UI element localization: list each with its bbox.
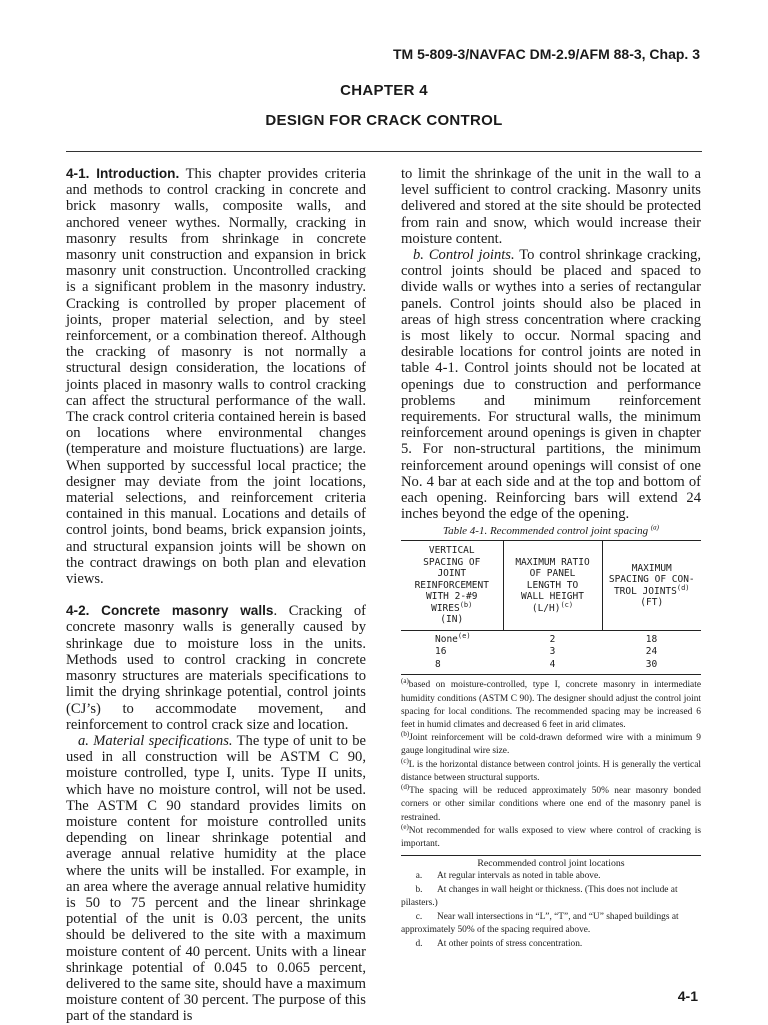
list-item: a. At regular intervals as noted in table above.: [415, 871, 601, 882]
list-item: c. Near wall intersections in “L”, “T”, and “U” shaped buildings at approximately 50% of the spacing required above.: [401, 911, 679, 936]
intro-paragraph: [66, 166, 366, 587]
material-spec-heading: a. Material specifications.: [78, 732, 233, 749]
control-joints-paragraph: [401, 247, 701, 522]
control-joints-body: To control shrinkage cracking, control joints should be placed and spaced to divide walls or wythes into a series of rectangular panels. Control joints should also be placed in areas of high stress concentration where cracking is most likely to occur. Normal spacing and desirable locations for control joints are noted in table 4-1. Control joints should not be located at openings due to construction and performance problems and minimum reinforcement requirements. For structural walls, the minimum reinforcement around openings is given in chapter 5. For non-structural partitions, the minimum reinforcement around openings will consist of one No. 4 bar at each side and at the top and bottom of each opening. Reinforcing bars will extend 24 inches beyond the edge of the opening.: [401, 247, 701, 523]
ratio-cell: 3: [549, 646, 556, 658]
reinforcement-cell: 8: [401, 659, 503, 675]
paragraph-gap: [66, 587, 366, 603]
note-e: $^{(e)}$Not recommended for walls exposed to view where control of cracking is important.: [401, 822, 701, 849]
list-item: d. At other points of stress concentration.: [415, 938, 583, 949]
reinforcement-cell: 16: [435, 646, 447, 658]
note-d: $^{(d)}$The spacing will be reduced approximately 50% near masonry bonded corners or other similar conditions where one end of the masonry panel is restrained.: [401, 782, 701, 823]
page-number: 4-1: [677, 988, 698, 1004]
material-spec-body: The type of unit to be used in all construction will be ASTM C 90, moisture controlled, type I, units. Type II units, which have no moisture control, will not be used. The ASTM C 90 standard provides limits on moisture content for moisture controlled units depending on linear shrinkage potential and average annual relative humidity at the place where the units will be installed. For example, in an area where the average annual relative humidity is 50 to 75 percent and the linear shrinkage potential of the unit is 0.03 percent, the units should be delivered to the site with a maximum moisture content of 40 percent. Units with a linear shrinkage potential of 0.045 to 0.065 percent, delivered to the same site, should have a maximum moisture content of 30 percent. The purpose of this part of the standard is: [66, 732, 366, 1025]
spacing-cell: 18: [645, 633, 658, 645]
chapter-label: CHAPTER 4: [340, 82, 428, 99]
intro-heading: 4-1. Introduction.: [66, 166, 180, 181]
spacing-cell: 30: [602, 659, 701, 675]
table-row: [401, 646, 701, 659]
list-item: b. At changes in wall height or thickness. (This does not include at pilasters.): [401, 884, 678, 909]
locations-title: Recommended control joint locations: [401, 855, 701, 870]
control-joints-heading: b. Control joints.: [413, 247, 515, 264]
table-row: [401, 630, 701, 646]
control-joint-table: [401, 540, 701, 675]
table-notes: [401, 679, 701, 851]
header-divider: [66, 151, 702, 152]
concrete-walls-body: . Cracking of concrete masonry walls is generally caused by shrinkage due to moisture loss in the units. Methods used to control cracking in concrete masonry structures are materials specifications to limit the drying shrinkage potential, control joints (CJ’s) to accommodate movement, and reinforcement to control crack size and location.: [66, 603, 366, 733]
caption-note-mark: (a): [650, 523, 660, 532]
note-c: $^{(c)}$L is the horizontal distance between control joints. H is generally the vertical distance between structural supports.: [401, 756, 701, 783]
spacing-cell: 24: [645, 646, 658, 658]
material-spec-continued: to limit the shrinkage of the unit in the wall to a level sufficient to control cracking. Masonry units delivered and stored at the site should be protected from rain and snow, which would increase their moisture content.: [401, 166, 701, 247]
running-header: TM 5-809-3/NAVFAC DM-2.9/AFM 88-3, Chap. 3: [392, 46, 700, 62]
ratio-cell: 4: [503, 659, 602, 675]
ratio-cell: 2: [549, 633, 556, 645]
left-column: [66, 166, 366, 1025]
chapter-title: DESIGN FOR CRACK CONTROL: [265, 112, 503, 129]
concrete-walls-heading: 4-2. Concrete masonry walls: [66, 603, 274, 619]
header-spacing: MAXIMUM SPACING OF CON- TROL JOINTS$^{(d)}$ (FT): [602, 541, 701, 631]
table-caption: Table 4-1. Recommended control joint spacing $^{(a)}$: [442, 523, 660, 538]
concrete-walls-paragraph: [66, 603, 366, 733]
material-spec-paragraph: [66, 733, 366, 1025]
header-ratio: MAXIMUM RATIO OF PANEL LENGTH TO WALL HEIGHT $(L/H)^{(c)}$: [503, 541, 602, 631]
note-b: $^{(b)}$Joint reinforcement will be cold-drawn deformed wire with a minimum 9 gauge longitudinal wire size.: [401, 730, 701, 757]
note-a: $^{(a)}$based on moisture-controlled, type I, concrete masonry in intermediate humidity conditions (ASTM C 90). The designer should adjust the control joint spacing for local conditions. The recommended spacing may be increased 6 feet in humid climates and decreased 6 feet in arid climates.: [401, 677, 701, 731]
right-column: [401, 166, 701, 951]
table-row: [401, 659, 701, 675]
intro-body: This chapter provides criteria and methods to control cracking in concrete and brick masonry walls, composite walls, and anchored veneer wythes. Normally, cracking in masonry results from shrinkage in concrete masonry unit construction and expansion in brick masonry unit construction. Uncontrolled cracking is a significant problem in the masonry industry. Cracking is controlled by proper placement of joints, proper material selection, and by steel reinforcement, or a combination thereof. Although the cracking of masonry is not normally a structural design consideration, the locations of joints placed in masonry walls to control cracking can affect the structural performance of the wall. The crack control criteria contained herein is based on locations where environmental changes (temperature and moisture fluctuations) are large. When supported by successful local practice; the designer may deviate from the joint locations, material selections, and reinforcement criteria contained in this manual. Locations and details of control joints, bond beams, brick expansion joints, and structural expansion joints will be shown on the contract drawings on both plan and elevation views.: [66, 166, 366, 588]
reinforcement-cell: None$^{(e)}$: [435, 631, 471, 645]
header-reinforcement: VERTICAL SPACING OF JOINT REINFORCEMENT WITH 2-#9 WIRES$^{(b)}$ (IN): [401, 541, 503, 631]
